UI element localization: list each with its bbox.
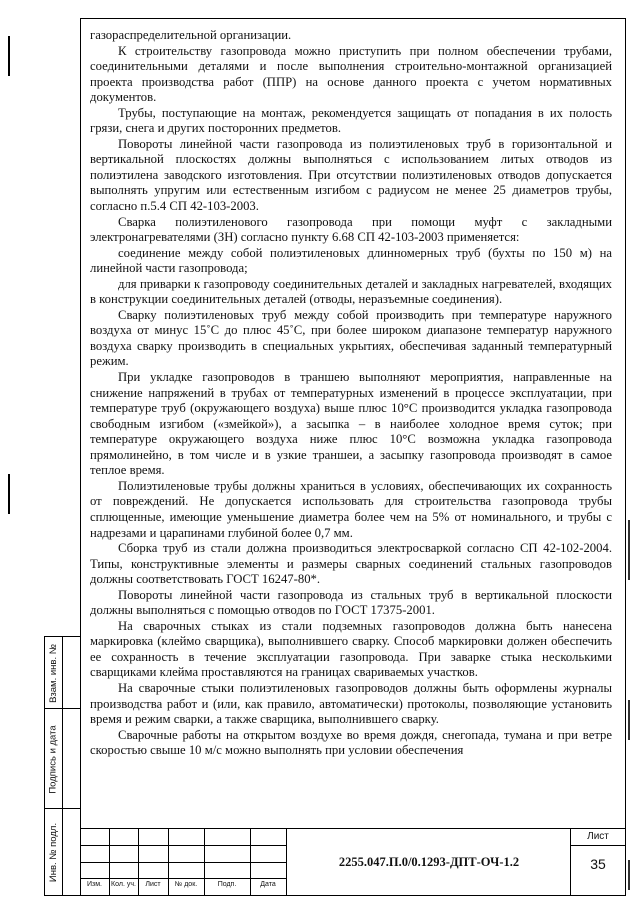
paragraph-15: Сварочные работы на открытом воздухе во время дождя, снегопада, тумана и при ветре скоростью свыше 10 м/с можно выполнять при условии обеспечения	[90, 727, 612, 758]
col-list: Лист	[145, 881, 161, 888]
col-doc-num: № док.	[174, 881, 198, 888]
side-cell-podpis-data	[45, 709, 81, 809]
revision-grid	[80, 829, 286, 895]
col-kol-uch: Кол. уч.	[111, 881, 136, 888]
paragraph-11: Сборка труб из стали должна производиться электросваркой согласно СП 42-102-2004. Типы, конструктивные элементы и размеры сварных соединений стальных газопроводов должны соответствовать ГОСТ 16247-80*.	[90, 541, 612, 587]
binding-line-mid	[8, 474, 10, 514]
binding-line-top	[8, 36, 10, 76]
paragraph-13: На сварочных стыках из стали подземных газопроводов должна быть нанесена маркировка (клеймо сварщика), выполнившего сварку. Способ маркировки должен обеспечить ее сохранность в течение эксплуатации газопровода. При заварке стыка несколькими сварщиками клейма проставляются на границах свариваемых участков.	[90, 618, 612, 680]
sheet-number: 35	[590, 856, 606, 872]
title-block	[80, 828, 626, 895]
inv-vzam-label: Взам. инв. №	[48, 643, 60, 703]
paragraph-8: Сварку полиэтиленовых труб между собой производить при температуре наружного воздуха от минус 15˚С до плюс 45˚С, при более широком диапазоне температур наружного воздуха сварку производить в специальных укрытиях, обеспечивая заданный температурный режим.	[90, 307, 612, 369]
paragraph-14: На сварочные стыки полиэтиленовых газопроводов должны быть оформлены журналы производства работ и (или, как правило, автоматически) протоколы, позволяющие установить время и режим сварки, а также сварщика, выполнившего сварку.	[90, 680, 612, 727]
side-cell-inv-podl	[45, 809, 81, 895]
side-stamp	[44, 636, 81, 896]
paragraph-6: соединение между собой полиэтиленовых длинномерных труб (бухты по 150 м) на линейной части газопровода;	[90, 245, 612, 276]
inv-podl-label: Инв. № подл.	[48, 822, 59, 882]
sheet-label: Лист	[571, 829, 625, 846]
col-podp: Подп.	[217, 881, 237, 888]
paragraph-12: Повороты линейной части газопровода из стальных труб в вертикальной плоскости должны выполняться с помощью отводов по ГОСТ 17375-2001.	[90, 587, 612, 618]
side-cell-inv-vzam	[45, 637, 81, 709]
paragraph-3: Трубы, поступающие на монтаж, рекомендуется защищать от попадания в их полость грязи, снега и других посторонних предметов.	[90, 105, 612, 136]
paragraph-5: Сварка полиэтиленового газопровода при помощи муфт с закладными электронагревателями (ЗН) согласно пункту 6.68 СП 42-103-2003 применяется:	[90, 214, 612, 245]
paragraph-7: для приварки к газопроводу соединительных деталей и закладных нагревателей, входящих в конструкции соединительных деталей (отводы, неразъемные соединения).	[90, 276, 612, 307]
margin-tick-1	[628, 520, 630, 580]
sheet-box	[570, 829, 625, 895]
paragraph-2: К строительству газопровода можно приступить при полном обеспечении трубами, соединительными деталями и после выполнения строительно-монтажной организацией проекта производства работ (ППР) на основе данного проекта с учетом нормативных документов.	[90, 43, 612, 105]
col-data: Дата	[260, 881, 276, 888]
paragraph-10: Полиэтиленовые трубы должны храниться в условиях, обеспечивающих их сохранность от повреждений. Не допускается использовать для строительства газопровода трубы сплющенные, имеющие уменьшение диаметра более чем на 5% от номинального, и трубы с надрезами и царапинами глубиной более 0,7 мм.	[90, 478, 612, 540]
paragraph-9: При укладке газопроводов в траншею выполняют мероприятия, направленные на снижение напряжений в трубах от температурных изменений в процессе эксплуатации, при температуре труб (окружающего воздуха) выше плюс 10°С производится укладка газопровода свободным изгибом («змейкой»), а засыпка – в наиболее холодное время суток; при температуре окружающего воздуха ниже плюс 10°С возможна укладка газопровода прямолинейно, в том числе и в узкие траншеи, а засыпку газопровода производят в самое теплое время.	[90, 370, 612, 478]
paragraph-4: Повороты линейной части газопровода из полиэтиленовых труб в горизонтальной и вертикальной плоскостях должны выполняться с использованием литых отводов из полиэтилена заводского изготовления. При отсутствии полиэтиленовых отводов допускается выполнять упругим или естественным изгибом с радиусом не менее 25 диаметров трубы, согласно п.5.4 СП 42-103-2003.	[90, 136, 612, 214]
margin-tick-2	[628, 700, 630, 740]
document-code: 2255.047.П.0/0.1293-ДПТ-ОЧ-1.2	[286, 829, 571, 895]
col-izm: Изм.	[87, 881, 102, 888]
document-body	[90, 28, 612, 759]
margin-tick-3	[628, 860, 630, 890]
paragraph-1: газораспределительной организации.	[90, 28, 292, 42]
podpis-data-label: Подпись и дата	[48, 724, 60, 794]
